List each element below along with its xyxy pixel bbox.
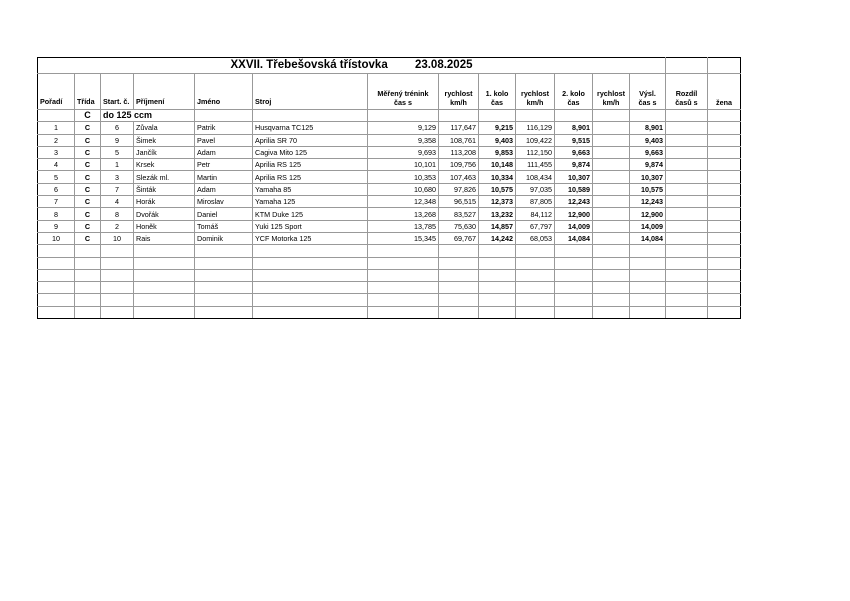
cell-result: 12,900 <box>630 208 666 220</box>
empty-cell <box>134 282 195 294</box>
cell-cls: C <box>75 122 101 134</box>
empty-cell <box>253 294 368 306</box>
table-row <box>38 183 741 195</box>
header-zena: žena <box>708 74 741 110</box>
cell-sp1: 83,527 <box>439 208 479 220</box>
cell-woman <box>708 232 741 244</box>
empty-cell <box>630 306 666 318</box>
cell-surname: Slezák ml. <box>134 171 195 183</box>
header-kolo1: 1. kolo čas <box>479 74 516 110</box>
cell-cls: C <box>75 196 101 208</box>
empty-row <box>38 306 741 318</box>
cell-woman <box>708 208 741 220</box>
cell-start: 6 <box>101 122 134 134</box>
cell-name: Pavel <box>195 134 253 146</box>
cell-sp3 <box>593 134 630 146</box>
empty-cell <box>195 306 253 318</box>
empty-cell <box>368 294 439 306</box>
cell-cls: C <box>75 134 101 146</box>
title-empty-cell <box>666 58 708 74</box>
empty-cell <box>75 294 101 306</box>
cell-sp2: 111,455 <box>516 159 555 171</box>
cell-lap2: 9,874 <box>555 159 593 171</box>
cell-sp3 <box>593 146 630 158</box>
cell-lap2: 10,307 <box>555 171 593 183</box>
cell-sp2: 67,797 <box>516 220 555 232</box>
cell-sp3 <box>593 171 630 183</box>
cell-sp2: 87,805 <box>516 196 555 208</box>
empty-cell <box>75 306 101 318</box>
empty-cell <box>708 269 741 281</box>
cell-surname: Krsek <box>134 159 195 171</box>
cell-woman <box>708 171 741 183</box>
cell-result: 9,663 <box>630 146 666 158</box>
empty-cell <box>368 306 439 318</box>
cell-sp3 <box>593 208 630 220</box>
class-label: do 125 ccm <box>101 110 195 122</box>
class-row <box>38 110 741 122</box>
empty-cell <box>101 245 134 257</box>
cell-woman <box>708 122 741 134</box>
cell-sp3 <box>593 232 630 244</box>
empty-cell <box>439 294 479 306</box>
cell-machine: Yamaha 125 <box>253 196 368 208</box>
empty-cell <box>708 245 741 257</box>
empty-cell <box>555 282 593 294</box>
cell-name: Petr <box>195 159 253 171</box>
empty-cell <box>439 306 479 318</box>
empty-cell <box>101 306 134 318</box>
cell-diff <box>666 183 708 195</box>
empty-cell <box>75 245 101 257</box>
cell-machine: Cagiva Mito 125 <box>253 146 368 158</box>
cell-woman <box>708 159 741 171</box>
page-title <box>38 58 666 74</box>
empty-cell <box>38 257 75 269</box>
table-row <box>38 196 741 208</box>
cell-name: Dominik <box>195 232 253 244</box>
cell-train: 10,680 <box>368 183 439 195</box>
cell-train: 13,785 <box>368 220 439 232</box>
cell-sp3 <box>593 220 630 232</box>
header-trida: Třída <box>75 74 101 110</box>
empty-cell <box>479 306 516 318</box>
cell-name: Tomáš <box>195 220 253 232</box>
cell-sp1: 113,208 <box>439 146 479 158</box>
cell-diff <box>666 232 708 244</box>
cell-result: 9,403 <box>630 134 666 146</box>
empty-cell <box>134 257 195 269</box>
cell-machine: KTM Duke 125 <box>253 208 368 220</box>
cell-cls: C <box>75 171 101 183</box>
empty-cell <box>708 306 741 318</box>
cell-lap1: 13,232 <box>479 208 516 220</box>
cell-woman <box>708 146 741 158</box>
cell-result: 14,009 <box>630 220 666 232</box>
header-jmeno: Jméno <box>195 74 253 110</box>
cell-pos: 8 <box>38 208 75 220</box>
cell-lap1: 9,853 <box>479 146 516 158</box>
results-table <box>37 57 741 319</box>
empty-cell <box>38 282 75 294</box>
cell-name: Adam <box>195 183 253 195</box>
cell-result: 14,084 <box>630 232 666 244</box>
table-row <box>38 208 741 220</box>
cell-sp3 <box>593 159 630 171</box>
empty-cell <box>75 282 101 294</box>
empty-cell <box>479 269 516 281</box>
header-stroj: Stroj <box>253 74 368 110</box>
empty-cell <box>666 257 708 269</box>
cell-diff <box>666 134 708 146</box>
cell-cls: C <box>75 232 101 244</box>
empty-cell <box>593 282 630 294</box>
empty-cell <box>439 245 479 257</box>
empty-cell <box>253 269 368 281</box>
empty-row <box>38 257 741 269</box>
empty-cell <box>253 282 368 294</box>
cell-diff <box>666 208 708 220</box>
empty-cell <box>630 257 666 269</box>
cell-pos: 7 <box>38 196 75 208</box>
cell-surname: Horák <box>134 196 195 208</box>
cell-sp1: 107,463 <box>439 171 479 183</box>
empty-cell <box>134 306 195 318</box>
cell-pos: 9 <box>38 220 75 232</box>
title-row <box>38 58 741 74</box>
empty-cell <box>195 245 253 257</box>
empty-row <box>38 294 741 306</box>
empty-cell <box>195 282 253 294</box>
cell-sp3 <box>593 196 630 208</box>
cell-sp2: 112,150 <box>516 146 555 158</box>
cell-diff <box>666 159 708 171</box>
empty-cell <box>630 245 666 257</box>
cell-lap2: 14,009 <box>555 220 593 232</box>
cell-surname: Šimek <box>134 134 195 146</box>
cell-cls: C <box>75 220 101 232</box>
cell-pos: 1 <box>38 122 75 134</box>
header-start: Start. č. <box>101 74 134 110</box>
cell-result: 8,901 <box>630 122 666 134</box>
empty-cell <box>555 294 593 306</box>
cell-result: 9,874 <box>630 159 666 171</box>
empty-cell <box>516 282 555 294</box>
cell-sp2: 109,422 <box>516 134 555 146</box>
cell-lap2: 12,900 <box>555 208 593 220</box>
header-rychlost1: rychlost km/h <box>439 74 479 110</box>
empty-cell <box>368 257 439 269</box>
cell-name: Patrik <box>195 122 253 134</box>
cell-machine: Aprilia SR 70 <box>253 134 368 146</box>
cell-pos: 6 <box>38 183 75 195</box>
empty-cell <box>479 245 516 257</box>
cell-diff <box>666 146 708 158</box>
header-rozdil: Rozdíl časů s <box>666 74 708 110</box>
header-rychlost2: rychlost km/h <box>516 74 555 110</box>
empty-cell <box>101 282 134 294</box>
empty-cell <box>708 294 741 306</box>
empty-cell <box>516 306 555 318</box>
empty-cell <box>593 257 630 269</box>
empty-cell <box>593 245 630 257</box>
cell-start: 4 <box>101 196 134 208</box>
empty-cell <box>708 282 741 294</box>
empty-row <box>38 269 741 281</box>
class-empty-cell <box>38 110 75 122</box>
cell-surname: Honěk <box>134 220 195 232</box>
header-trenink: Měřený trénink čas s <box>368 74 439 110</box>
cell-start: 8 <box>101 208 134 220</box>
header-kolo2: 2. kolo čas <box>555 74 593 110</box>
empty-cell <box>253 257 368 269</box>
cell-sp1: 97,826 <box>439 183 479 195</box>
cell-sp1: 96,515 <box>439 196 479 208</box>
cell-machine: Aprilia RS 125 <box>253 159 368 171</box>
cell-pos: 2 <box>38 134 75 146</box>
empty-cell <box>38 269 75 281</box>
cell-diff <box>666 196 708 208</box>
cell-train: 10,101 <box>368 159 439 171</box>
cell-name: Daniel <box>195 208 253 220</box>
cell-pos: 4 <box>38 159 75 171</box>
cell-lap2: 10,589 <box>555 183 593 195</box>
empty-cell <box>134 245 195 257</box>
cell-train: 13,268 <box>368 208 439 220</box>
cell-cls: C <box>75 208 101 220</box>
cell-start: 2 <box>101 220 134 232</box>
empty-cell <box>555 306 593 318</box>
empty-cell <box>134 294 195 306</box>
cell-woman <box>708 183 741 195</box>
empty-cell <box>253 245 368 257</box>
header-rychlost3: rychlost km/h <box>593 74 630 110</box>
cell-sp1: 75,630 <box>439 220 479 232</box>
title-empty-cell <box>708 58 741 74</box>
empty-cell <box>195 257 253 269</box>
cell-machine: Husqvarna TC125 <box>253 122 368 134</box>
empty-cell <box>38 245 75 257</box>
table-row <box>38 232 741 244</box>
cell-surname: Jančík <box>134 146 195 158</box>
cell-diff <box>666 171 708 183</box>
cell-sp3 <box>593 122 630 134</box>
empty-cell <box>593 269 630 281</box>
cell-woman <box>708 134 741 146</box>
empty-cell <box>101 257 134 269</box>
cell-train: 9,358 <box>368 134 439 146</box>
cell-surname: Rais <box>134 232 195 244</box>
empty-cell <box>479 294 516 306</box>
cell-name: Martin <box>195 171 253 183</box>
cell-sp2: 108,434 <box>516 171 555 183</box>
cell-lap2: 9,515 <box>555 134 593 146</box>
event-name: XXVII. Třebešovská třístovka <box>230 59 388 71</box>
empty-cell <box>516 294 555 306</box>
cell-pos: 10 <box>38 232 75 244</box>
cell-lap1: 14,857 <box>479 220 516 232</box>
empty-cell <box>195 294 253 306</box>
empty-cell <box>555 269 593 281</box>
cell-sp2: 116,129 <box>516 122 555 134</box>
empty-cell <box>101 269 134 281</box>
empty-cell <box>666 269 708 281</box>
cell-machine: Aprilia RS 125 <box>253 171 368 183</box>
cell-result: 10,307 <box>630 171 666 183</box>
cell-start: 10 <box>101 232 134 244</box>
empty-cell <box>630 294 666 306</box>
empty-cell <box>555 245 593 257</box>
empty-cell <box>666 294 708 306</box>
cell-diff <box>666 220 708 232</box>
cell-result: 12,243 <box>630 196 666 208</box>
empty-cell <box>516 245 555 257</box>
header-row <box>38 74 741 110</box>
cell-cls: C <box>75 146 101 158</box>
empty-cell <box>593 306 630 318</box>
cell-start: 9 <box>101 134 134 146</box>
empty-cell <box>479 282 516 294</box>
cell-pos: 5 <box>38 171 75 183</box>
empty-cell <box>516 269 555 281</box>
empty-cell <box>630 269 666 281</box>
table-row <box>38 159 741 171</box>
cell-name: Adam <box>195 146 253 158</box>
class-letter: C <box>75 110 101 122</box>
cell-machine: Yamaha 85 <box>253 183 368 195</box>
cell-train: 9,129 <box>368 122 439 134</box>
cell-cls: C <box>75 183 101 195</box>
empty-cell <box>666 282 708 294</box>
empty-cell <box>75 257 101 269</box>
empty-cell <box>439 269 479 281</box>
cell-lap2: 14,084 <box>555 232 593 244</box>
empty-cell <box>75 269 101 281</box>
empty-cell <box>368 282 439 294</box>
empty-cell <box>630 282 666 294</box>
table-row <box>38 220 741 232</box>
cell-lap1: 9,403 <box>479 134 516 146</box>
cell-lap2: 9,663 <box>555 146 593 158</box>
cell-train: 10,353 <box>368 171 439 183</box>
cell-sp1: 117,647 <box>439 122 479 134</box>
cell-lap2: 12,243 <box>555 196 593 208</box>
cell-pos: 3 <box>38 146 75 158</box>
empty-cell <box>38 306 75 318</box>
cell-train: 9,693 <box>368 146 439 158</box>
table-row <box>38 134 741 146</box>
cell-train: 12,348 <box>368 196 439 208</box>
empty-cell <box>38 294 75 306</box>
empty-cell <box>666 245 708 257</box>
header-prijmeni: Příjmení <box>134 74 195 110</box>
cell-lap1: 10,575 <box>479 183 516 195</box>
table-row <box>38 171 741 183</box>
empty-cell <box>555 257 593 269</box>
empty-cell <box>666 306 708 318</box>
cell-train: 15,345 <box>368 232 439 244</box>
cell-machine: Yuki 125 Sport <box>253 220 368 232</box>
empty-cell <box>368 269 439 281</box>
header-poradi: Pořadí <box>38 74 75 110</box>
cell-surname: Zůvala <box>134 122 195 134</box>
empty-cell <box>195 269 253 281</box>
table-row <box>38 122 741 134</box>
cell-sp1: 109,756 <box>439 159 479 171</box>
cell-sp3 <box>593 183 630 195</box>
cell-lap1: 14,242 <box>479 232 516 244</box>
empty-cell <box>479 257 516 269</box>
empty-row <box>38 245 741 257</box>
empty-cell <box>708 257 741 269</box>
empty-cell <box>253 306 368 318</box>
event-date: 23.08.2025 <box>414 59 473 71</box>
cell-lap1: 9,215 <box>479 122 516 134</box>
empty-cell <box>439 257 479 269</box>
empty-cell <box>516 257 555 269</box>
empty-cell <box>593 294 630 306</box>
cell-cls: C <box>75 159 101 171</box>
cell-surname: Dvořák <box>134 208 195 220</box>
empty-row <box>38 282 741 294</box>
cell-sp2: 97,035 <box>516 183 555 195</box>
header-vysl: Výsl. čas s <box>630 74 666 110</box>
empty-cell <box>134 269 195 281</box>
cell-lap2: 8,901 <box>555 122 593 134</box>
cell-start: 3 <box>101 171 134 183</box>
cell-lap1: 10,334 <box>479 171 516 183</box>
table-row <box>38 146 741 158</box>
empty-cell <box>101 294 134 306</box>
cell-result: 10,575 <box>630 183 666 195</box>
cell-lap1: 12,373 <box>479 196 516 208</box>
cell-machine: YCF Motorka 125 <box>253 232 368 244</box>
cell-sp1: 69,767 <box>439 232 479 244</box>
cell-start: 7 <box>101 183 134 195</box>
empty-cell <box>368 245 439 257</box>
cell-start: 1 <box>101 159 134 171</box>
cell-start: 5 <box>101 146 134 158</box>
cell-woman <box>708 196 741 208</box>
cell-diff <box>666 122 708 134</box>
cell-surname: Šinták <box>134 183 195 195</box>
cell-sp1: 108,761 <box>439 134 479 146</box>
cell-sp2: 84,112 <box>516 208 555 220</box>
cell-name: Miroslav <box>195 196 253 208</box>
cell-lap1: 10,148 <box>479 159 516 171</box>
empty-cell <box>439 282 479 294</box>
cell-sp2: 68,053 <box>516 232 555 244</box>
cell-woman <box>708 220 741 232</box>
